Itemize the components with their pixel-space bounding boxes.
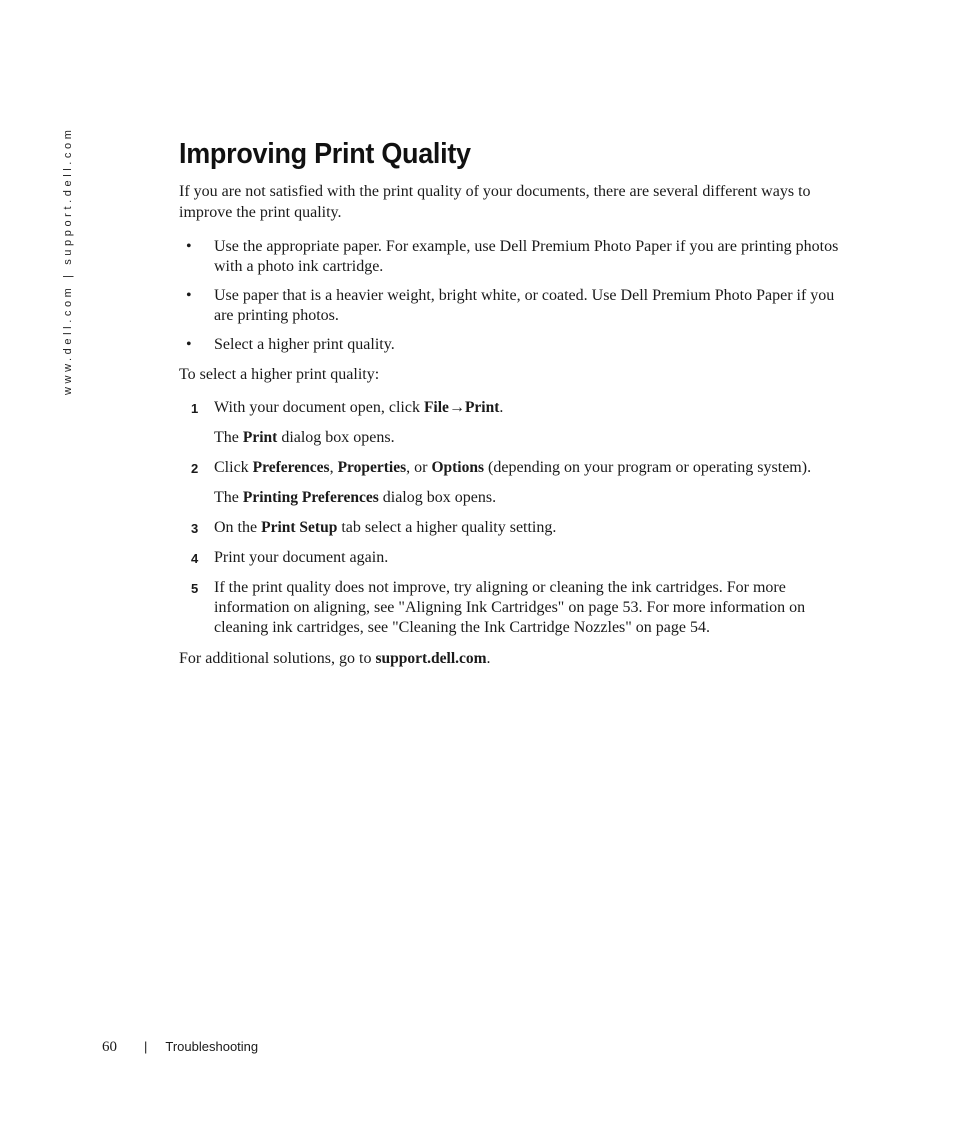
closing-paragraph bbox=[179, 648, 839, 669]
step-5 bbox=[179, 578, 839, 638]
support-link[interactable]: support.dell.com bbox=[375, 650, 487, 667]
bullet-text: Use the appropriate paper. For example, use Dell Premium Photo Paper if you are printing photos with a photo ink cartridge. bbox=[214, 238, 839, 275]
arrow-icon: → bbox=[448, 399, 465, 416]
bullet-icon: • bbox=[186, 238, 192, 255]
bullet-text: Select a higher print quality. bbox=[214, 336, 395, 353]
ui-label-print: Print bbox=[464, 399, 500, 416]
bullet-icon: • bbox=[186, 287, 192, 304]
step-number: 2 bbox=[191, 461, 199, 476]
step-number: 1 bbox=[191, 401, 199, 416]
page-footer bbox=[102, 1039, 258, 1056]
page-content bbox=[179, 138, 839, 669]
intro-paragraph: If you are not satisfied with the print quality of your documents, there are several different ways to improve the print quality. bbox=[179, 183, 811, 221]
step-text: (depending on your program or operating system). bbox=[484, 459, 812, 476]
ui-label-preferences: Preferences bbox=[252, 459, 330, 476]
step-text: Print your document again. bbox=[214, 549, 389, 566]
step-text: . bbox=[499, 399, 504, 416]
ui-label-print-setup: Print Setup bbox=[261, 519, 338, 536]
closing-end: . bbox=[486, 650, 491, 667]
step-2 bbox=[179, 458, 839, 508]
step-text: Click bbox=[214, 459, 253, 476]
step-number: 5 bbox=[191, 581, 199, 596]
page-title: Improving Print Quality bbox=[179, 138, 471, 170]
step-number: 4 bbox=[191, 551, 199, 566]
step-result-text: The bbox=[214, 489, 243, 506]
step-result-text: The bbox=[214, 429, 243, 446]
step-4 bbox=[179, 548, 839, 568]
ui-label-print-dialog: Print bbox=[242, 429, 278, 446]
step-text: With your document open, click bbox=[214, 399, 424, 416]
page-number: 60 bbox=[102, 1039, 117, 1055]
steps-lead: To select a higher print quality: bbox=[179, 366, 380, 383]
step-result-text: dialog box opens. bbox=[277, 429, 395, 446]
bullet-text: Use paper that is a heavier weight, bright white, or coated. Use Dell Premium Photo Paper if you are printing photos. bbox=[214, 287, 835, 324]
step-3 bbox=[179, 518, 839, 538]
ui-label-file: File bbox=[423, 399, 449, 416]
bullet-icon: • bbox=[186, 336, 192, 353]
section-name: Troubleshooting bbox=[165, 1039, 259, 1054]
step-text: tab select a higher quality setting. bbox=[337, 519, 557, 536]
step-text: On the bbox=[214, 519, 262, 536]
ui-label-options: Options bbox=[431, 459, 485, 476]
tips-list bbox=[179, 237, 839, 355]
step-result-text: dialog box opens. bbox=[378, 489, 497, 506]
footer-separator: | bbox=[144, 1039, 148, 1054]
step-text: , bbox=[329, 459, 338, 476]
step-result bbox=[214, 488, 839, 508]
step-text: If the print quality does not improve, try aligning or cleaning the ink cartridges. For more information on aligning, see "Aligning Ink Cartridges" on page 53. For more information on cleaning ink cartridges, see "Cleaning the Ink Cartridge Nozzles" on page 54. bbox=[214, 579, 806, 636]
step-1 bbox=[179, 398, 839, 448]
ui-label-printing-preferences: Printing Preferences bbox=[242, 489, 379, 506]
closing-text: For additional solutions, go to bbox=[179, 650, 376, 667]
ui-label-properties: Properties bbox=[337, 459, 407, 476]
side-url: www.dell.com | support.dell.com bbox=[62, 126, 74, 395]
step-number: 3 bbox=[191, 521, 199, 536]
step-text: , or bbox=[406, 459, 432, 476]
step-result bbox=[214, 428, 839, 448]
list-item bbox=[179, 237, 839, 277]
list-item bbox=[179, 335, 839, 355]
list-item bbox=[179, 286, 839, 326]
steps-list bbox=[179, 398, 839, 638]
